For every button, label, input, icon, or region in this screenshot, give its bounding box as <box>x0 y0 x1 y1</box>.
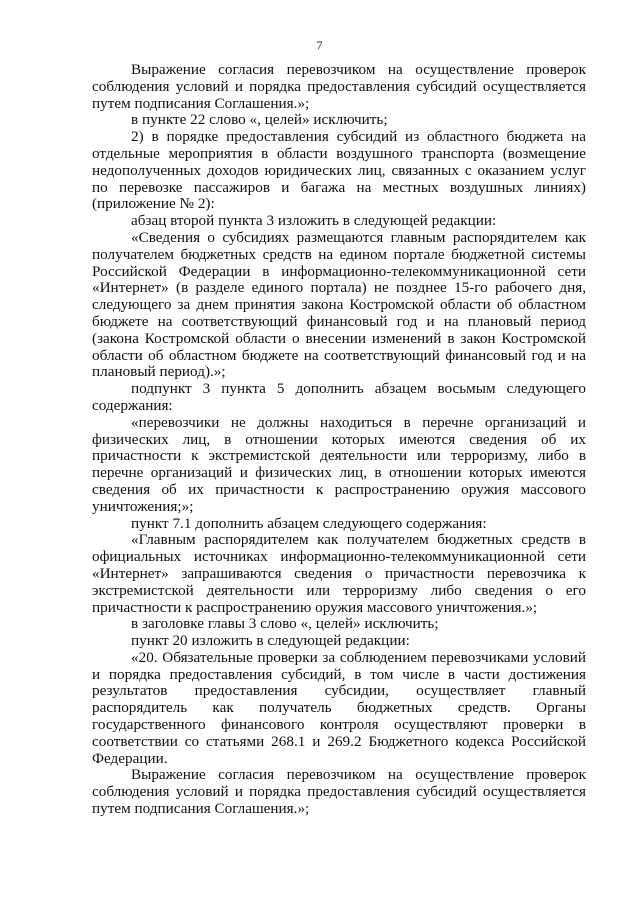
page-number: 7 <box>316 38 323 52</box>
paragraph: в пункте 22 слово «, целей» исключить; <box>131 111 388 129</box>
paragraph: «Главным распорядителем как получателем бюджетных средств в официальных источниках информационно-телекоммуникационной сети «Интернет» запрашиваются сведения о причастности перевозчика к экстремистской деятельности или терроризму либо сведения о его причастности к распространению оружия массового уничтожения.»; <box>92 531 586 616</box>
paragraph: пункт 7.1 дополнить абзацем следующего содержания: <box>131 514 487 532</box>
paragraph: «перевозчики не должны находиться в перечне организаций и физических лиц, в отношении которых имеются сведения об их причастности к экстремистской деятельности или терроризму, либо в перечне организаций и физических лиц, в отношении которых имеются сведения об их причастности к распространению оружия массового уничтожения;»; <box>92 413 586 515</box>
paragraph: 2) в порядке предоставления субсидий из областного бюджета на отдельные мероприятия в области воздушного транспорта (возмещение недополученных доходов юридических лиц, связанных с оказанием услуг по перевозке пассажиров и багажа на местных воздушных линиях) (приложение № 2): <box>92 128 586 213</box>
paragraph: Выражение согласия перевозчиком на осуществление проверок соблюдения условий и порядка предоставления субсидий осуществляется путем подписания Соглашения.»; <box>92 766 586 818</box>
paragraph: «Сведения о субсидиях размещаются главным распорядителем как получателем бюджетных средств на едином портале бюджетной системы Российской Федерации в информационно-телекоммуникационной сети «Интернет» (в разделе единого портала) не позднее 15-го рабочего дня, следующего за днем принятия закона Костромской области об областном бюджете на соответствующий финансовый год и на плановый период (закона Костромской области о внесении изменений в закон Костромской области об областном бюджете на соответствующий финансовый год и на плановый период).»; <box>92 228 586 381</box>
paragraph: Выражение согласия перевозчиком на осуществление проверок соблюдения условий и порядка предоставления субсидий осуществляется путем подписания Соглашения.»; <box>92 61 586 112</box>
paragraph: абзац второй пункта 3 изложить в следующей редакции: <box>131 212 497 230</box>
paragraph: в заголовке главы 3 слово «, целей» исключить; <box>131 615 439 633</box>
paragraph: подпункт 3 пункта 5 дополнить абзацем восьмым следующего содержания: <box>92 380 586 414</box>
paragraph: пункт 20 изложить в следующей редакции: <box>131 632 410 650</box>
paragraph: «20. Обязательные проверки за соблюдением перевозчиками условий и порядка предоставления субсидий, в том числе в части достижения результатов предоставления субсидии, осуществляет главный распорядитель как получатель бюджетных средств. Органы государственного финансового контроля осуществляют проверки в соответствии со статьями 268.1 и 269.2 Бюджетного кодекса Российской Федерации. <box>92 648 586 767</box>
document-body <box>92 62 586 818</box>
